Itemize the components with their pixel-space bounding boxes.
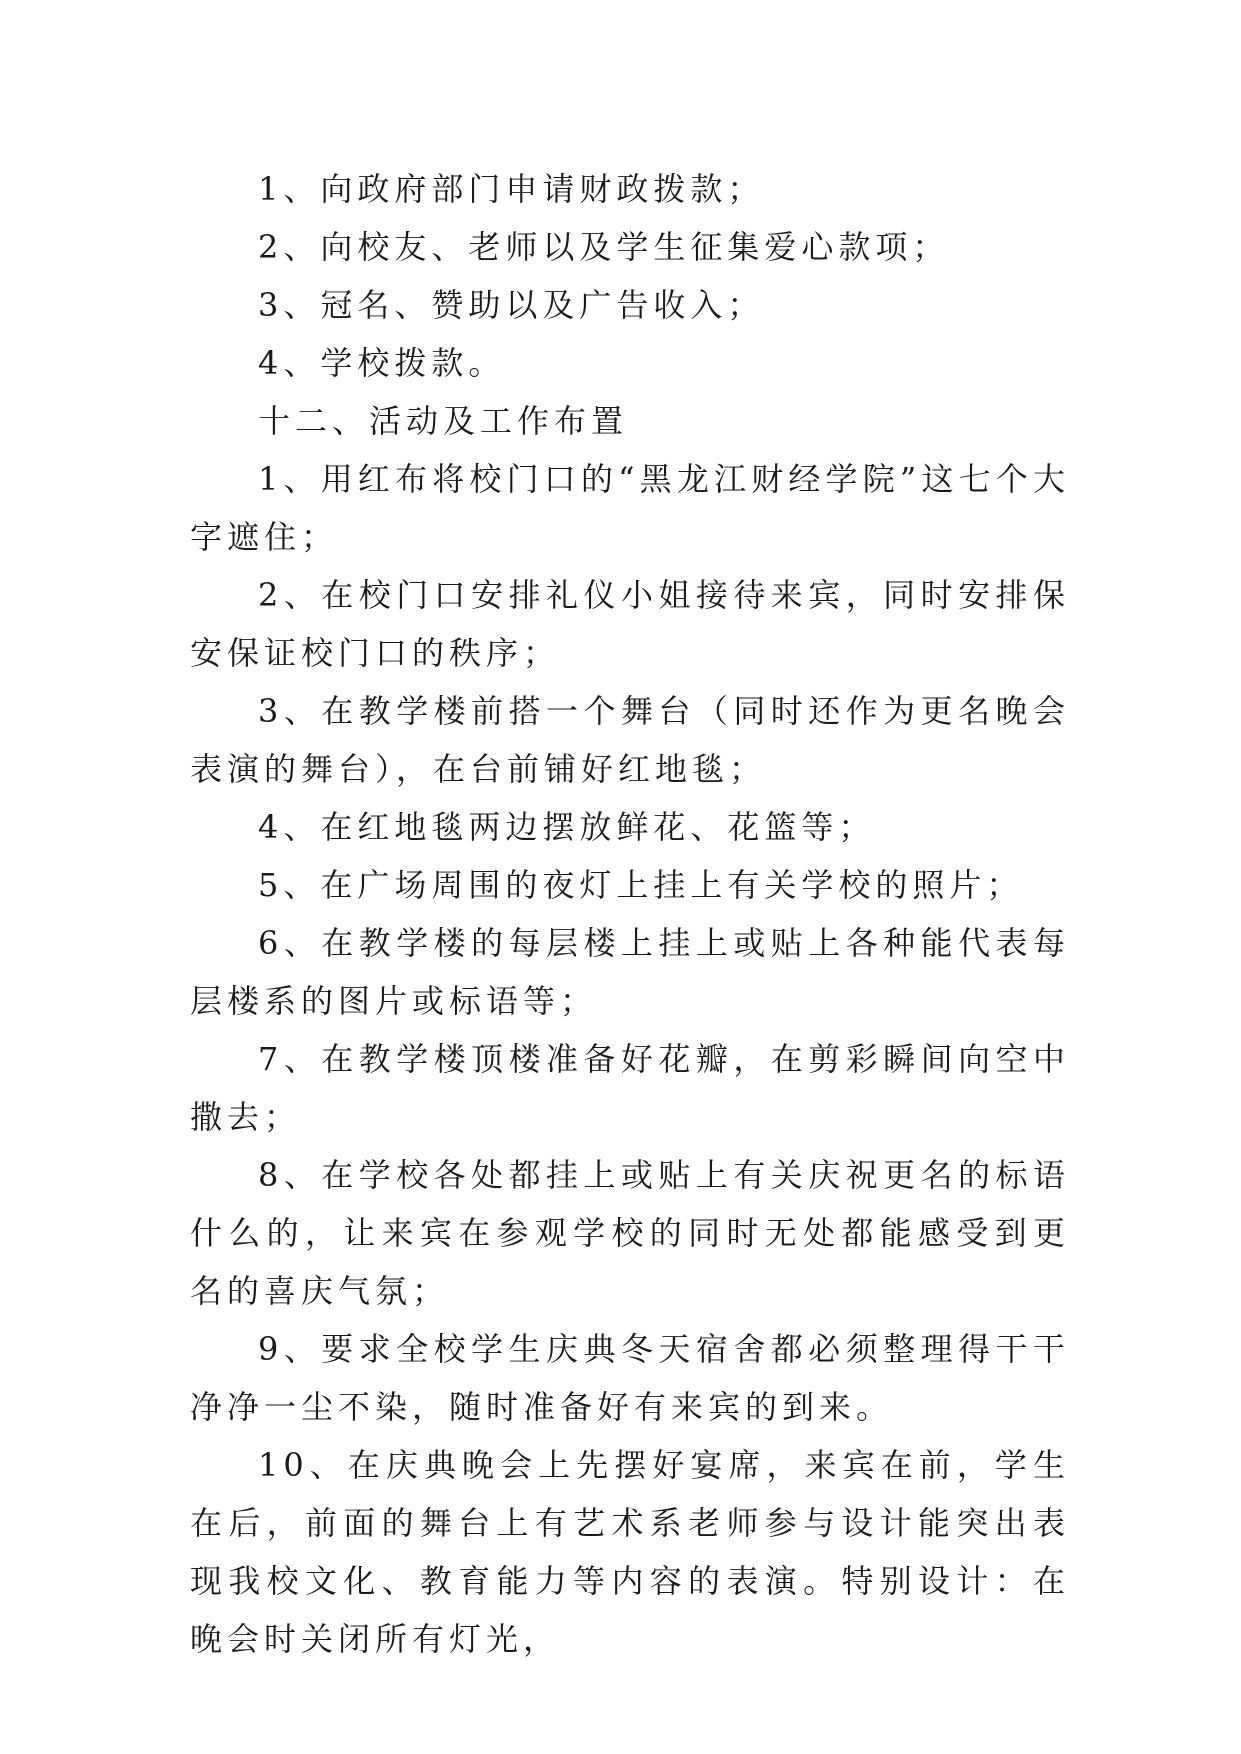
paragraph-arrangement-1: 1、用红布将校门口的“黑龙江财经学院”这七个大字遮住； (190, 460, 1070, 556)
paragraph-arrangement-7: 7、在教学楼顶楼准备好花瓣，在剪彩瞬间向空中撒去； (190, 1040, 1070, 1136)
paragraph-funding-3: 3、冠名、赞助以及广告收入； (258, 286, 765, 324)
section-heading: 十二、活动及工作布置 (258, 402, 629, 440)
paragraph-arrangement-10: 10、在庆典晚会上先摆好宴席，来宾在前，学生在后，前面的舞台上有艺术系老师参与设计能突出表现我校文化、教育能力等内容的表演。特别设计：在晚会时关闭所有灯光， (190, 1446, 1070, 1658)
document-body (190, 160, 1070, 1668)
paragraph-funding-4: 4、学校拨款。 (258, 344, 506, 382)
paragraph-funding-2: 2、向校友、老师以及学生征集爱心款项； (258, 228, 950, 266)
paragraph-arrangement-6: 6、在教学楼的每层楼上挂上或贴上各种能代表每层楼系的图片或标语等； (190, 924, 1070, 1020)
paragraph-arrangement-5: 5、在广场周围的夜灯上挂上有关学校的照片； (258, 866, 1024, 904)
paragraph-arrangement-8: 8、在学校各处都挂上或贴上有关庆祝更名的标语什么的，让来宾在参观学校的同时无处都能感受到更名的喜庆气氛； (190, 1156, 1070, 1310)
paragraph-arrangement-2: 2、在校门口安排礼仪小姐接待来宾，同时安排保安保证校门口的秩序； (190, 576, 1070, 672)
paragraph-arrangement-4: 4、在红地毯两边摆放鲜花、花篮等； (258, 808, 876, 846)
paragraph-funding-1: 1、向政府部门申请财政拨款； (258, 170, 765, 208)
paragraph-arrangement-3: 3、在教学楼前搭一个舞台（同时还作为更名晚会表演的舞台），在台前铺好红地毯； (190, 692, 1070, 788)
paragraph-arrangement-9: 9、要求全校学生庆典冬天宿舍都必须整理得干干净净一尘不染，随时准备好有来宾的到来。 (190, 1330, 1070, 1426)
